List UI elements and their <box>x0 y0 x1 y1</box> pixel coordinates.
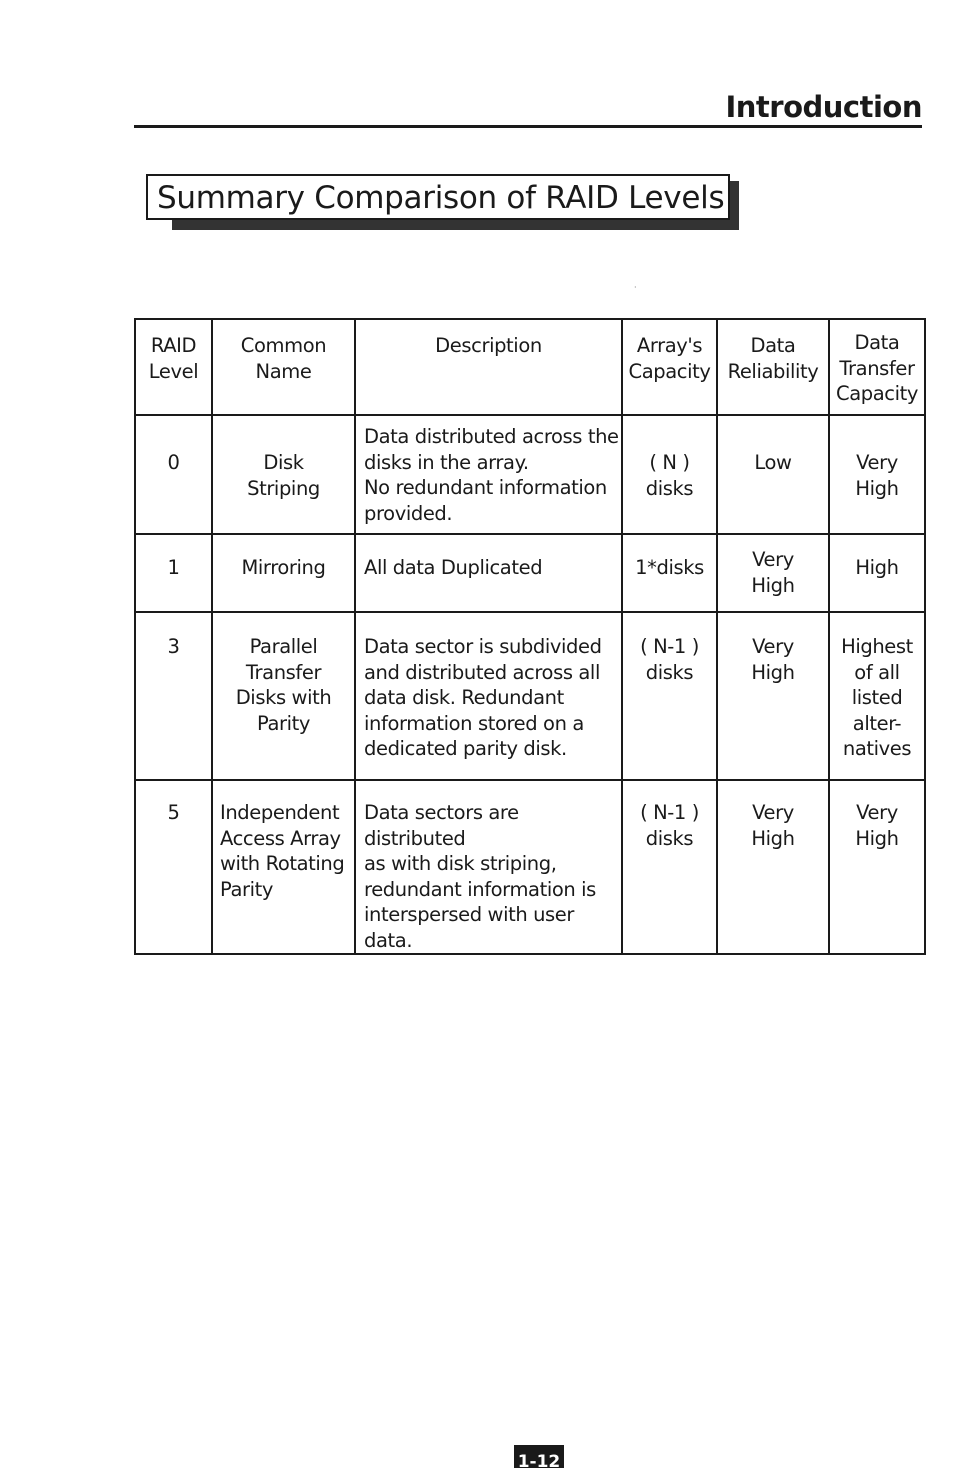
common-name-cell: Disk Striping <box>212 415 355 534</box>
header-raid-level: RAID Level <box>135 319 212 415</box>
header-rule <box>134 125 922 128</box>
raid-level-cell: 5 <box>135 780 212 954</box>
table-row <box>135 780 925 954</box>
capacity-cell: ( N ) disks <box>622 415 717 534</box>
reliability-cell: Very High <box>717 780 829 954</box>
description-cell: All data Duplicated <box>355 534 622 612</box>
header-common-name: Common Name <box>212 319 355 415</box>
raid-level-cell: 3 <box>135 612 212 780</box>
header-data-reliability: Data Reliability <box>717 319 829 415</box>
table-row <box>135 534 925 612</box>
transfer-cell: High <box>829 534 925 612</box>
transfer-cell: Highest of all listed alter- natives <box>829 612 925 780</box>
page-title: Summary Comparison of RAID Levels <box>146 174 730 220</box>
description-cell: Data sector is subdivided and distributed across all data disk. Redundant information stored on a dedicated parity disk. <box>355 612 622 780</box>
table-row <box>135 415 925 534</box>
raid-level-cell: 0 <box>135 415 212 534</box>
capacity-cell: ( N-1 ) disks <box>622 780 717 954</box>
header-array-capacity: Array's Capacity <box>622 319 717 415</box>
reliability-cell: Low <box>717 415 829 534</box>
section-title: Introduction <box>725 90 922 124</box>
reliability-cell: Very High <box>717 534 829 612</box>
capacity-cell: 1*disks <box>622 534 717 612</box>
page-number: 1-12 <box>514 1445 564 1468</box>
transfer-cell: Very High <box>829 780 925 954</box>
table-header-row <box>135 319 925 415</box>
raid-level-cell: 1 <box>135 534 212 612</box>
header-description: Description <box>355 319 622 415</box>
scan-speck: · <box>634 283 637 292</box>
capacity-cell: ( N-1 ) disks <box>622 612 717 780</box>
table-row <box>135 612 925 780</box>
description-cell: Data distributed across the disks in the array. No redundant information provided. <box>355 415 622 534</box>
common-name-cell: Parallel Transfer Disks with Parity <box>212 612 355 780</box>
common-name-cell: Mirroring <box>212 534 355 612</box>
reliability-cell: Very High <box>717 612 829 780</box>
transfer-cell: Very High <box>829 415 925 534</box>
description-cell: Data sectors are distributed as with disk striping, redundant information is interspersed with user data. <box>355 780 622 954</box>
raid-comparison-table <box>134 318 926 955</box>
common-name-cell: Independent Access Array with Rotating Parity <box>212 780 355 954</box>
header-data-transfer-capacity: Data Transfer Capacity <box>829 319 925 415</box>
